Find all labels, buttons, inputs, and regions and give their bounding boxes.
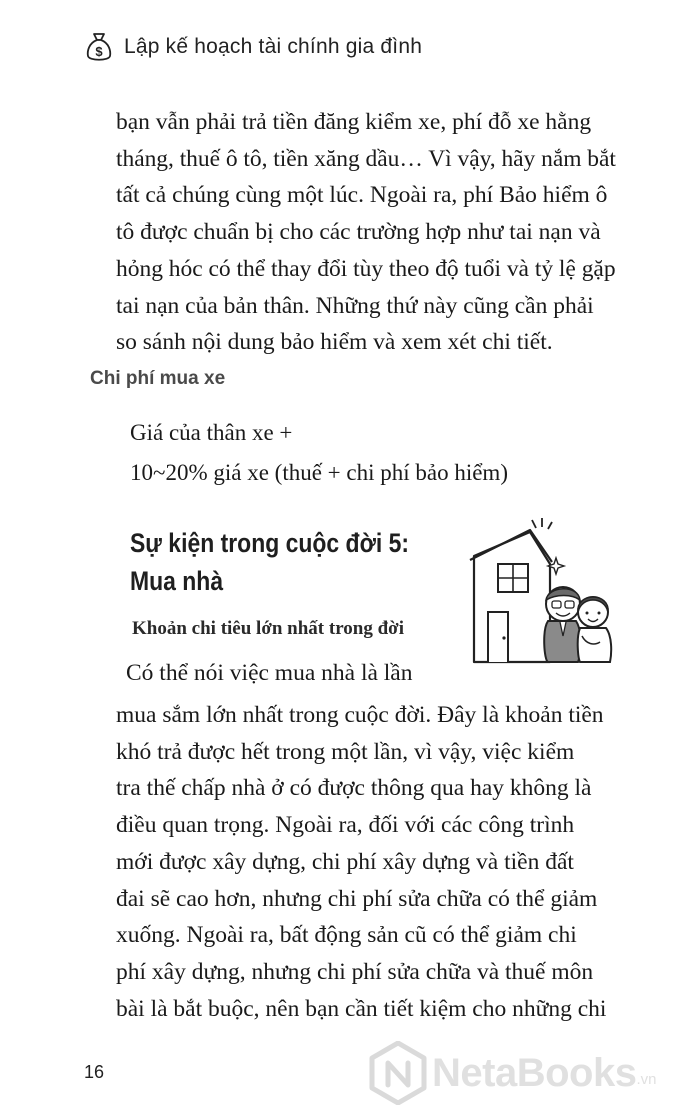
watermark [368, 1040, 656, 1106]
text-line: tất cả chúng cùng một lúc. Ngoài ra, phí Bảo hiểm ô [116, 182, 608, 209]
formula-line-2: 10~20% giá xe (thuế + chi phí bảo hiểm) [130, 460, 508, 485]
netabooks-logo-icon [368, 1041, 428, 1105]
text-line: tháng, thuế ô tô, tiền xăng dầu… Vì vậy, hãy nắm bắt [116, 145, 616, 172]
section-subtitle: Khoản chi tiêu lớn nhất trong đời [132, 618, 404, 639]
text-line: đai sẽ cao hơn, nhưng chi phí sửa chữa có thể giảm [116, 885, 598, 912]
house-couple-illustration [460, 512, 620, 672]
text-line: mới được xây dựng, chi phí xây dựng và tiền đất [116, 848, 574, 875]
watermark-suffix: .vn [636, 1071, 657, 1088]
paragraph-2-first-line: Có thể nói việc mua nhà là lần [126, 660, 413, 686]
paragraph-1 [116, 104, 616, 361]
text-line: xuống. Ngoài ra, bất động sản cũ có thể giảm chi [116, 922, 577, 949]
text-line: tra thế chấp nhà ở có được thông qua hay không là [116, 775, 592, 802]
text-line: tai nạn của bản thân. Những thứ này cũng cần phải [116, 292, 594, 319]
running-header [84, 30, 422, 64]
text-line: khó trả được hết trong một lần, vì vậy, việc kiểm [116, 738, 575, 765]
section-title-line-2: Mua nhà [130, 566, 224, 596]
text-line: điều quan trọng. Ngoài ra, đối với các công trình [116, 812, 575, 839]
text-line: mua sắm lớn nhất trong cuộc đời. Đây là khoản tiền [116, 702, 604, 728]
header-title: Lập kế hoạch tài chính gia đình [124, 35, 423, 58]
text-line: bạn vẫn phải trả tiền đăng kiểm xe, phí đỗ xe hằng [116, 109, 592, 135]
section-title-line-1: Sự kiện trong cuộc đời 5: [130, 528, 410, 558]
subheading-car-cost: Chi phí mua xe [90, 368, 226, 389]
watermark-brand: NetaBooks [432, 1050, 637, 1095]
text-line: phí xây dựng, nhưng chi phí sửa chữa và thuế môn [116, 958, 594, 985]
text-line: bài là bắt buộc, nên bạn cần tiết kiệm cho những chi [116, 995, 607, 1022]
page-number: 16 [84, 1062, 105, 1082]
text-line: so sánh nội dung bảo hiểm và xem xét chi tiết. [116, 329, 553, 356]
text-line: tô được chuẩn bị cho các trường hợp như tai nạn và [116, 219, 601, 246]
money-bag-icon [84, 31, 114, 63]
paragraph-2 [116, 697, 616, 1027]
formula-line-1: Giá của thân xe + [130, 420, 293, 445]
text-line: hỏng hóc có thể thay đổi tùy theo độ tuổi và tỷ lệ gặp [116, 255, 616, 282]
svg-text:$: $ [95, 44, 103, 59]
